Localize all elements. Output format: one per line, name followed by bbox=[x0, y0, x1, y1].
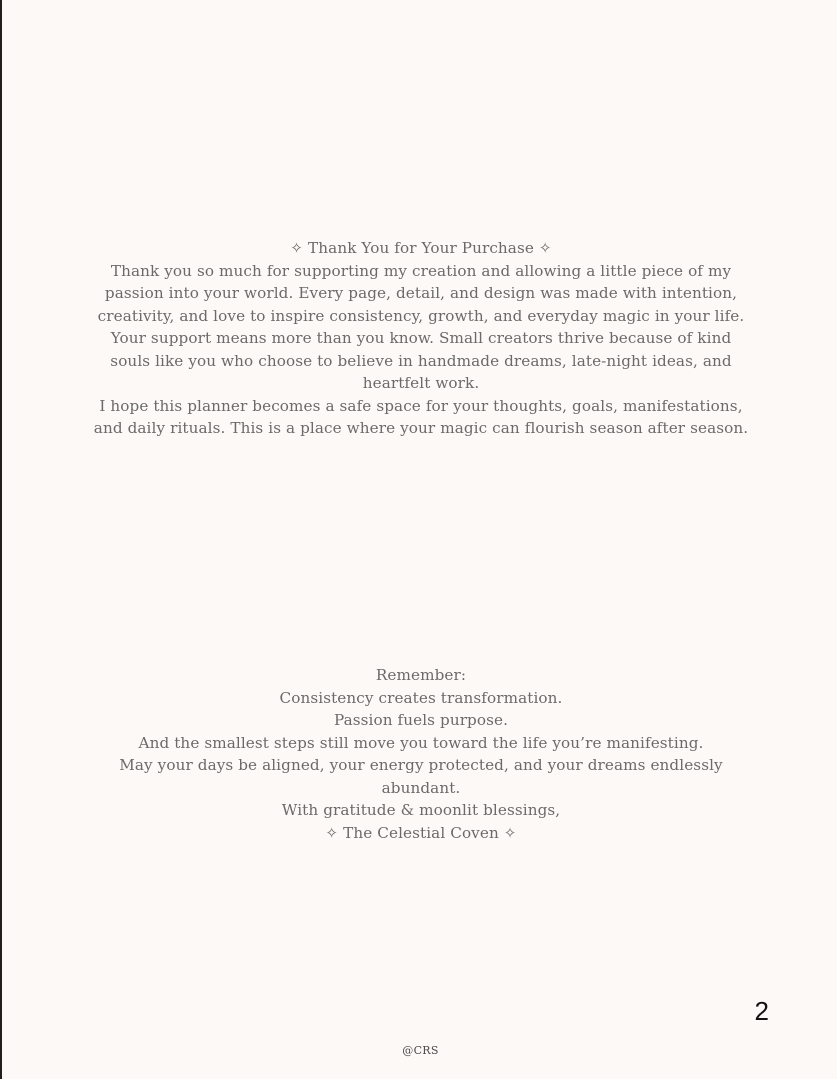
closing-line-blessing: May your days be aligned, your energy protected, and your dreams endlessly abundant. bbox=[119, 756, 723, 797]
thank-you-title: ✧ Thank You for Your Purchase ✧ bbox=[290, 239, 552, 257]
closing-line-gratitude: With gratitude & moonlit blessings, bbox=[281, 801, 561, 819]
page-number: 2 bbox=[754, 996, 769, 1026]
thank-you-section bbox=[92, 237, 750, 440]
closing-signature: ✧ The Celestial Coven ✧ bbox=[325, 823, 517, 842]
closing-line-smallest-steps: And the smallest steps still move you toward the life you’re manifesting. bbox=[138, 733, 704, 752]
thank-you-paragraph-1: Thank you so much for supporting my creation and allowing a little piece of my passion into your world. Every page, detail, and design was made with intention, creativity, and love to inspire consistency, growth, and everyday magic in your life. bbox=[97, 261, 745, 325]
closing-line-passion: Passion fuels purpose. bbox=[333, 711, 509, 729]
closing-line-remember: Remember: bbox=[375, 666, 467, 684]
footer-credit: @CRS bbox=[402, 1044, 439, 1057]
thank-you-paragraph-3: I hope this planner becomes a safe space for your thoughts, goals, manifestations, and daily rituals. This is a place where your magic can flourish season after season. bbox=[93, 396, 749, 437]
thank-you-paragraph-2: Your support means more than you know. Small creators thrive because of kind souls like you who choose to believe in handmade dreams, late-night ideas, and heartfelt work. bbox=[110, 329, 732, 392]
closing-line-consistency: Consistency creates transformation. bbox=[279, 688, 563, 707]
closing-section bbox=[92, 664, 750, 844]
